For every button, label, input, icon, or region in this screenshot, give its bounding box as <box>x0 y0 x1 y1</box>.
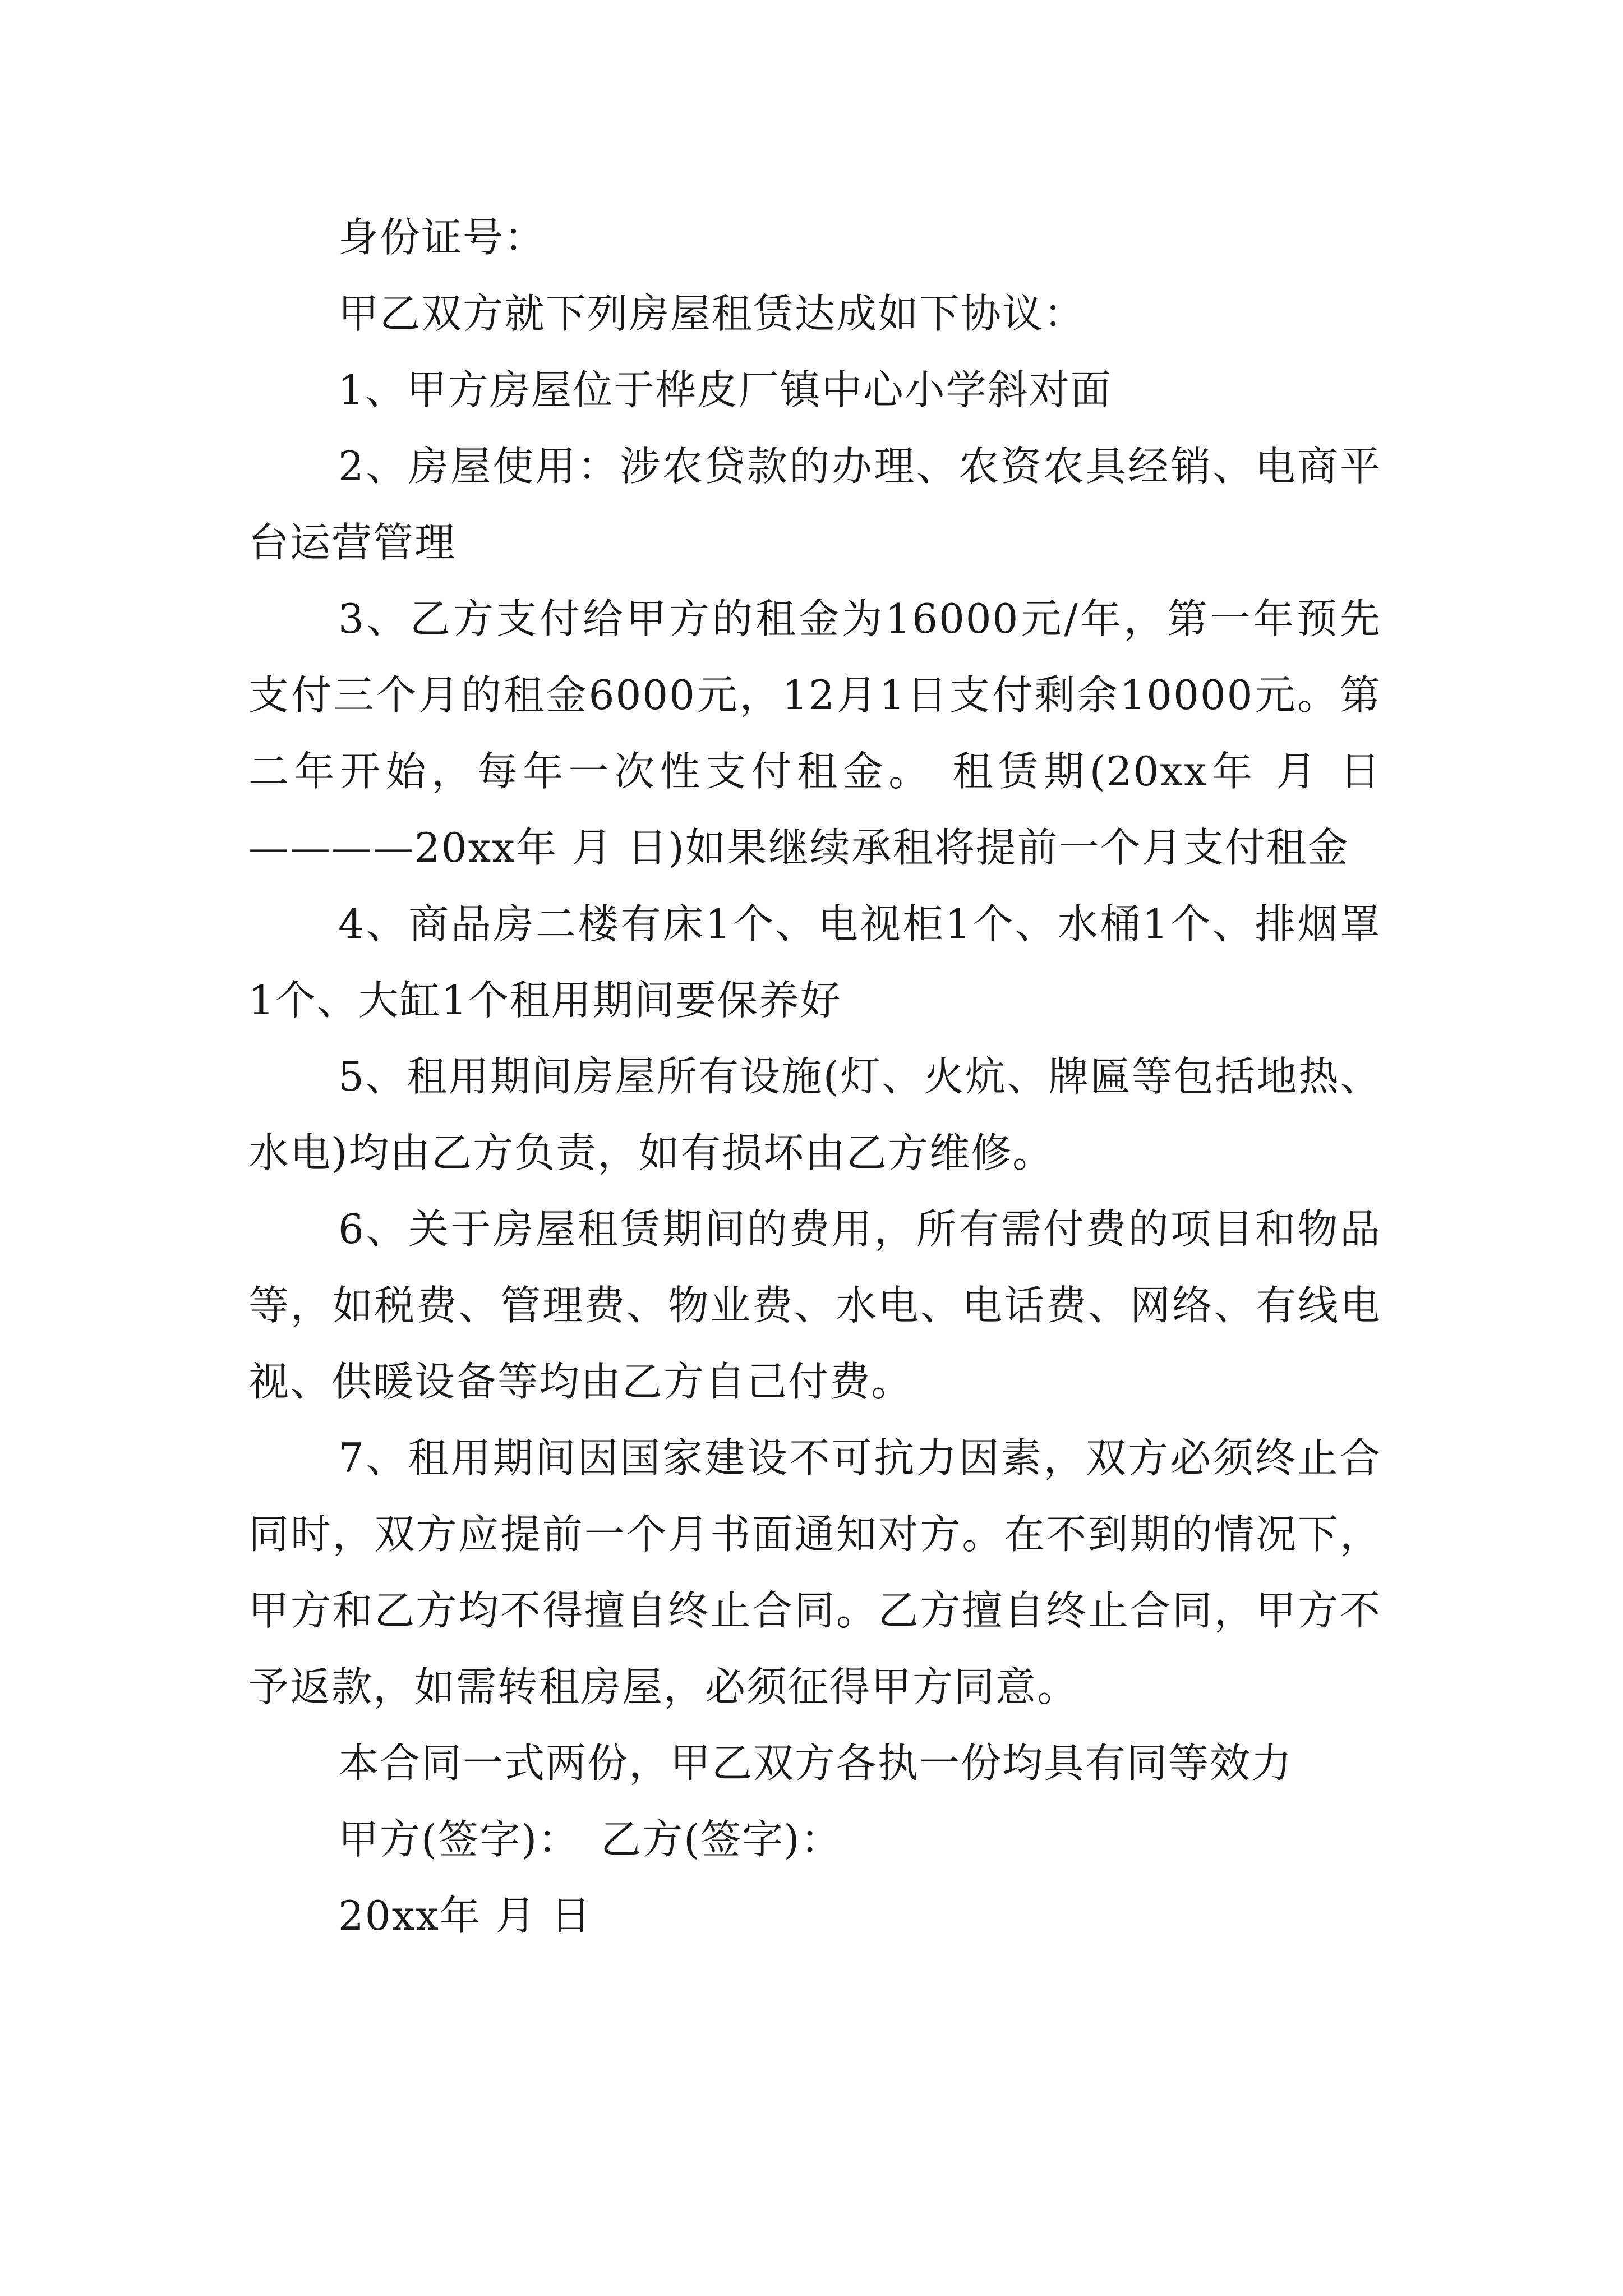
clause-5-facilities: 5、租用期间房屋所有设施(灯、火炕、牌匾等包括地热、水电)均由乙方负责，如有损坏由乙方维修。 <box>248 1053 1381 1176</box>
contract-body <box>248 199 1381 1954</box>
clause-3-rent: 3、乙方支付给甲方的租金为16000元/年，第一年预先支付三个月的租金6000元，12月1日支付剩余10000元。第二年开始，每年一次性支付租金。 租赁期(20xx年 月 日————20xx年 月 日)如果继续承租将提前一个月支付租金 <box>248 595 1381 871</box>
clause-6-fees: 6、关于房屋租赁期间的费用，所有需付费的项目和物品等，如税费、管理费、物业费、水电、电话费、网络、有线电视、供暖设备等均由乙方自己付费。 <box>248 1205 1381 1405</box>
id-number-line: 身份证号： <box>338 214 546 261</box>
clause-7-termination: 7、租用期间因国家建设不可抗力因素，双方必须终止合同时，双方应提前一个月书面通知对方。在不到期的情况下，甲方和乙方均不得擅自终止合同。乙方擅自终止合同，甲方不予返款，如需转租房屋，必须征得甲方同意。 <box>248 1434 1381 1710</box>
signature-line: 甲方(签字)： 乙方(签字)： <box>338 1816 842 1863</box>
copies-statement: 本合同一式两份，甲乙双方各执一份均具有同等效力 <box>338 1740 1293 1787</box>
date-line: 20xx年 月 日 <box>338 1892 592 1939</box>
clause-2-usage: 2、房屋使用：涉农贷款的办理、农资农具经销、电商平台运营管理 <box>248 443 1381 566</box>
agreement-intro: 甲乙双方就下列房屋租赁达成如下协议： <box>338 290 1086 337</box>
clause-4-furniture: 4、商品房二楼有床1个、电视柜1个、水桶1个、排烟罩1个、大缸1个租用期间要保养好 <box>248 900 1381 1024</box>
clause-1-location: 1、甲方房屋位于桦皮厂镇中心小学斜对面 <box>338 366 1112 413</box>
